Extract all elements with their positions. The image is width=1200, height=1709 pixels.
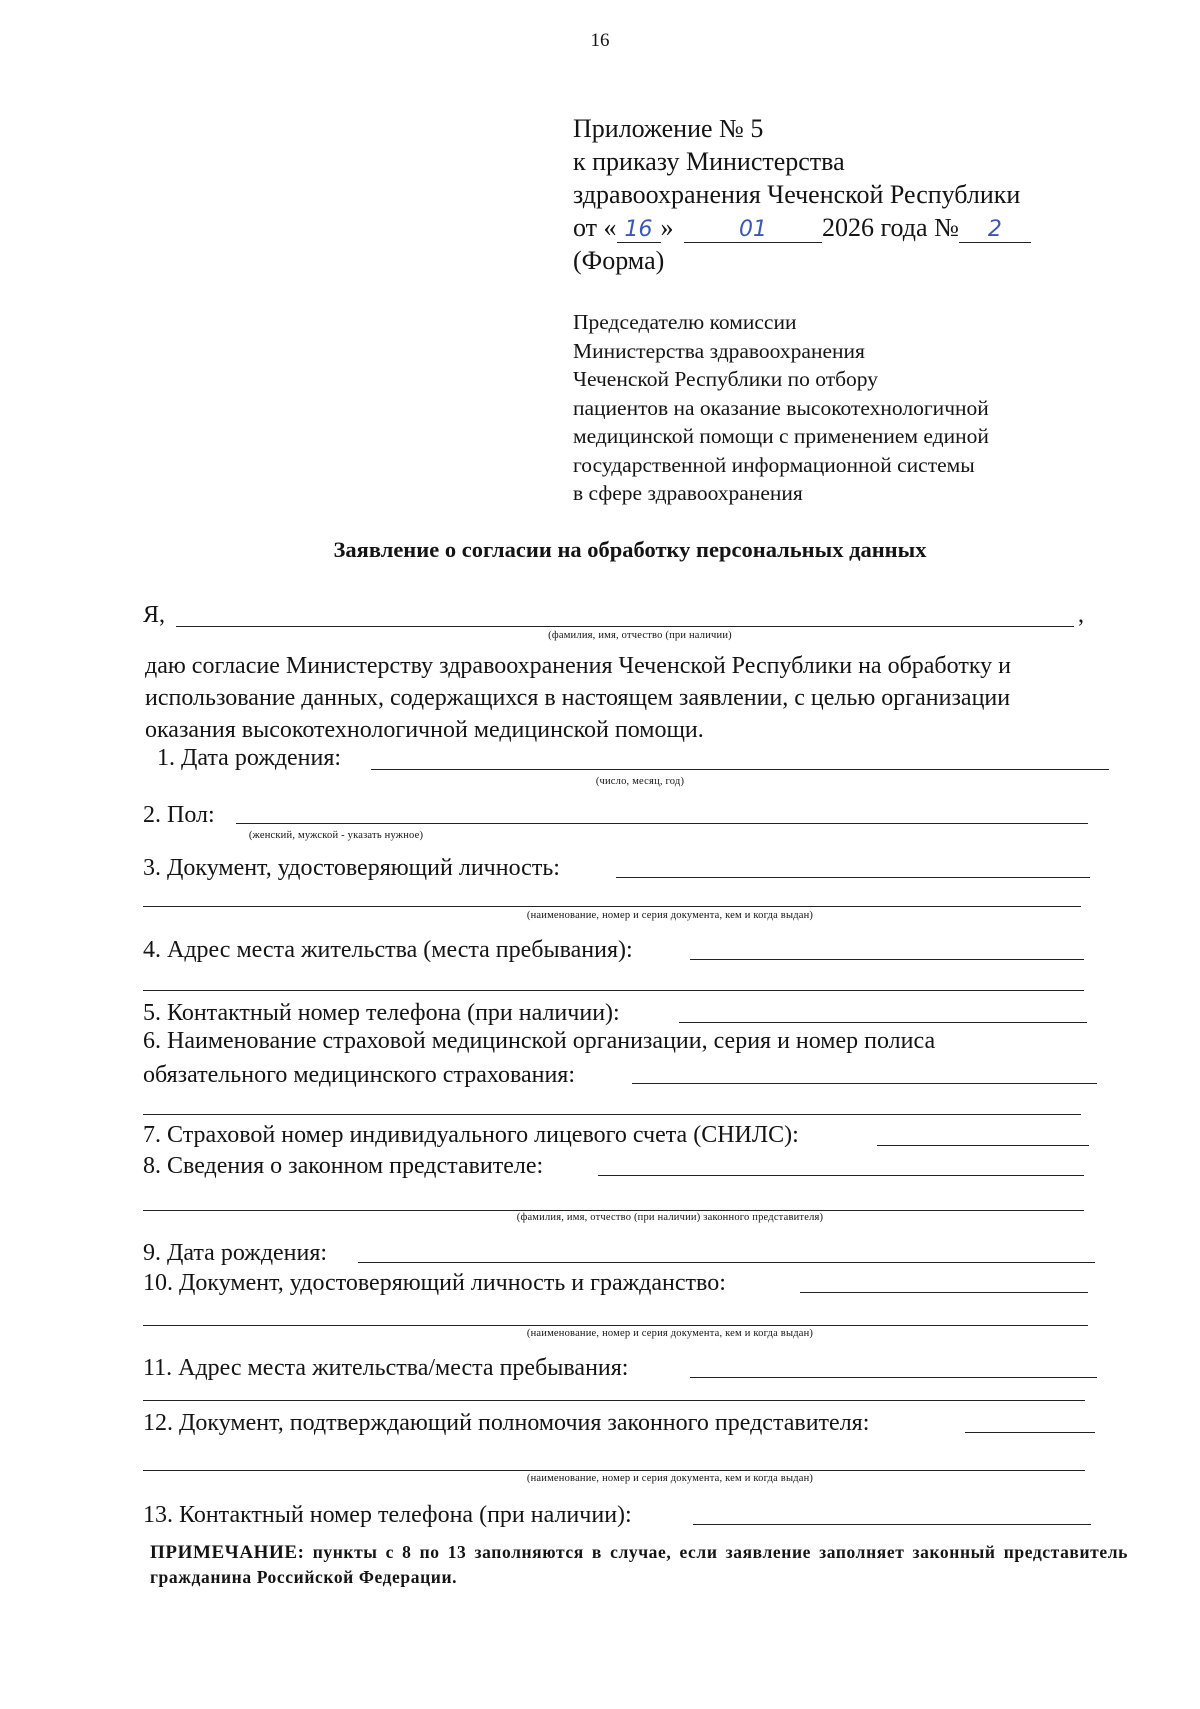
appendix-order-line: к приказу Министерства	[573, 147, 845, 176]
date-month-field[interactable]: 01	[684, 218, 822, 243]
birth-date-field[interactable]	[371, 769, 1109, 770]
snils-label: 7. Страховой номер индивидуального лицевого счета (СНИЛС):	[143, 1122, 799, 1148]
authority-document-field[interactable]	[965, 1432, 1095, 1433]
phone-label: 5. Контактный номер телефона (при наличии):	[143, 1000, 620, 1026]
identity-document-field-2[interactable]	[143, 906, 1081, 907]
identity-document-field[interactable]	[616, 877, 1090, 878]
identity-document-caption: (наименование, номер и серия документа, кем и когда выдан)	[526, 910, 814, 921]
appendix-ministry-line: здравоохранения Чеченской Республики	[573, 180, 1021, 209]
applicant-name-field[interactable]	[176, 626, 1074, 627]
applicant-caption: (фамилия, имя, отчество (при наличии)	[548, 630, 732, 641]
insurance-label-line-1: 6. Наименование страховой медицинской организации, серия и номер полиса	[143, 1028, 936, 1054]
insurance-field[interactable]	[632, 1083, 1097, 1084]
insurance-field-2[interactable]	[143, 1114, 1081, 1115]
date-quote-close: »	[660, 213, 674, 242]
order-number-field[interactable]: 2	[959, 218, 1031, 243]
identity-document-label: 3. Документ, удостоверяющий личность:	[143, 855, 560, 881]
note-label: ПРИМЕЧАНИЕ:	[150, 1542, 305, 1563]
addressee-line: в сфере здравоохранения	[573, 481, 803, 505]
date-year-text: 2026 года №	[822, 213, 959, 242]
date-day-field[interactable]: 16	[617, 218, 661, 243]
date-prefix: от «	[573, 213, 617, 242]
representative-address-label: 11. Адрес места жительства/места пребывания:	[143, 1355, 629, 1381]
applicant-suffix: ,	[1078, 602, 1084, 628]
note-paragraph	[150, 1540, 1128, 1589]
sex-field[interactable]	[236, 823, 1088, 824]
applicant-prefix: Я,	[143, 602, 166, 628]
representative-birth-date-label: 9. Дата рождения:	[143, 1240, 328, 1266]
addressee-block	[573, 308, 989, 508]
representative-address-field[interactable]	[690, 1377, 1097, 1378]
birth-date-caption: (число, месяц, год)	[595, 776, 685, 787]
representative-identity-field[interactable]	[800, 1292, 1088, 1293]
birth-date-label: 1. Дата рождения:	[157, 745, 342, 771]
addressee-line: пациентов на оказание высокотехнологичной	[573, 395, 989, 420]
document-title: Заявление о согласии на обработку персональных данных	[333, 537, 927, 562]
representative-identity-label: 10. Документ, удостоверяющий личность и гражданство:	[143, 1270, 726, 1296]
sex-caption: (женский, мужской - указать нужное)	[248, 830, 424, 841]
appendix-block	[573, 112, 1031, 277]
authority-document-caption: (наименование, номер и серия документа, кем и когда выдан)	[526, 1473, 814, 1484]
addressee-line: Председателю комиссии	[573, 310, 797, 334]
page-number: 16	[590, 30, 610, 51]
snils-field[interactable]	[877, 1145, 1089, 1146]
appendix-date-line	[573, 211, 1031, 244]
address-label: 4. Адрес места жительства (места пребывания):	[143, 937, 633, 963]
representative-phone-field[interactable]	[693, 1524, 1091, 1525]
consent-paragraph: даю согласие Министерству здравоохранения Чеченской Республики на обработку и использование данных, содержащихся в настоящем заявлении, с целью организации оказания высокотехнологичной медицинской помощи.	[145, 653, 1011, 743]
insurance-label-line-2: обязательного медицинского страхования:	[143, 1062, 575, 1088]
representative-field-2[interactable]	[143, 1210, 1084, 1211]
representative-field[interactable]	[598, 1175, 1084, 1176]
note-text: пункты с 8 по 13 заполняются в случае, если заявление заполняет законный представитель гражданина Российской Федерации.	[150, 1542, 1128, 1587]
representative-phone-label: 13. Контактный номер телефона (при наличии):	[143, 1502, 632, 1528]
phone-field[interactable]	[679, 1022, 1087, 1023]
sex-label: 2. Пол:	[143, 802, 215, 828]
addressee-line: Чеченской Республики по отбору	[573, 367, 878, 391]
representative-birth-date-field[interactable]	[358, 1262, 1095, 1263]
form-label: (Форма)	[573, 246, 665, 275]
addressee-line: государственной информационной системы	[573, 452, 975, 477]
representative-identity-caption: (наименование, номер и серия документа, кем и когда выдан)	[526, 1328, 814, 1339]
representative-caption: (фамилия, имя, отчество (при наличии) законного представителя)	[516, 1212, 824, 1223]
authority-document-field-2[interactable]	[143, 1470, 1085, 1471]
representative-address-field-2[interactable]	[143, 1400, 1085, 1401]
authority-document-label: 12. Документ, подтверждающий полномочия законного представителя:	[143, 1410, 870, 1436]
representative-label: 8. Сведения о законном представителе:	[143, 1153, 544, 1179]
addressee-line: медицинской помощи с применением единой	[573, 424, 989, 448]
representative-identity-field-2[interactable]	[143, 1325, 1088, 1326]
appendix-title: Приложение № 5	[573, 114, 764, 143]
addressee-line: Министерства здравоохранения	[573, 338, 865, 363]
address-field-2[interactable]	[143, 990, 1084, 991]
address-field[interactable]	[690, 959, 1084, 960]
